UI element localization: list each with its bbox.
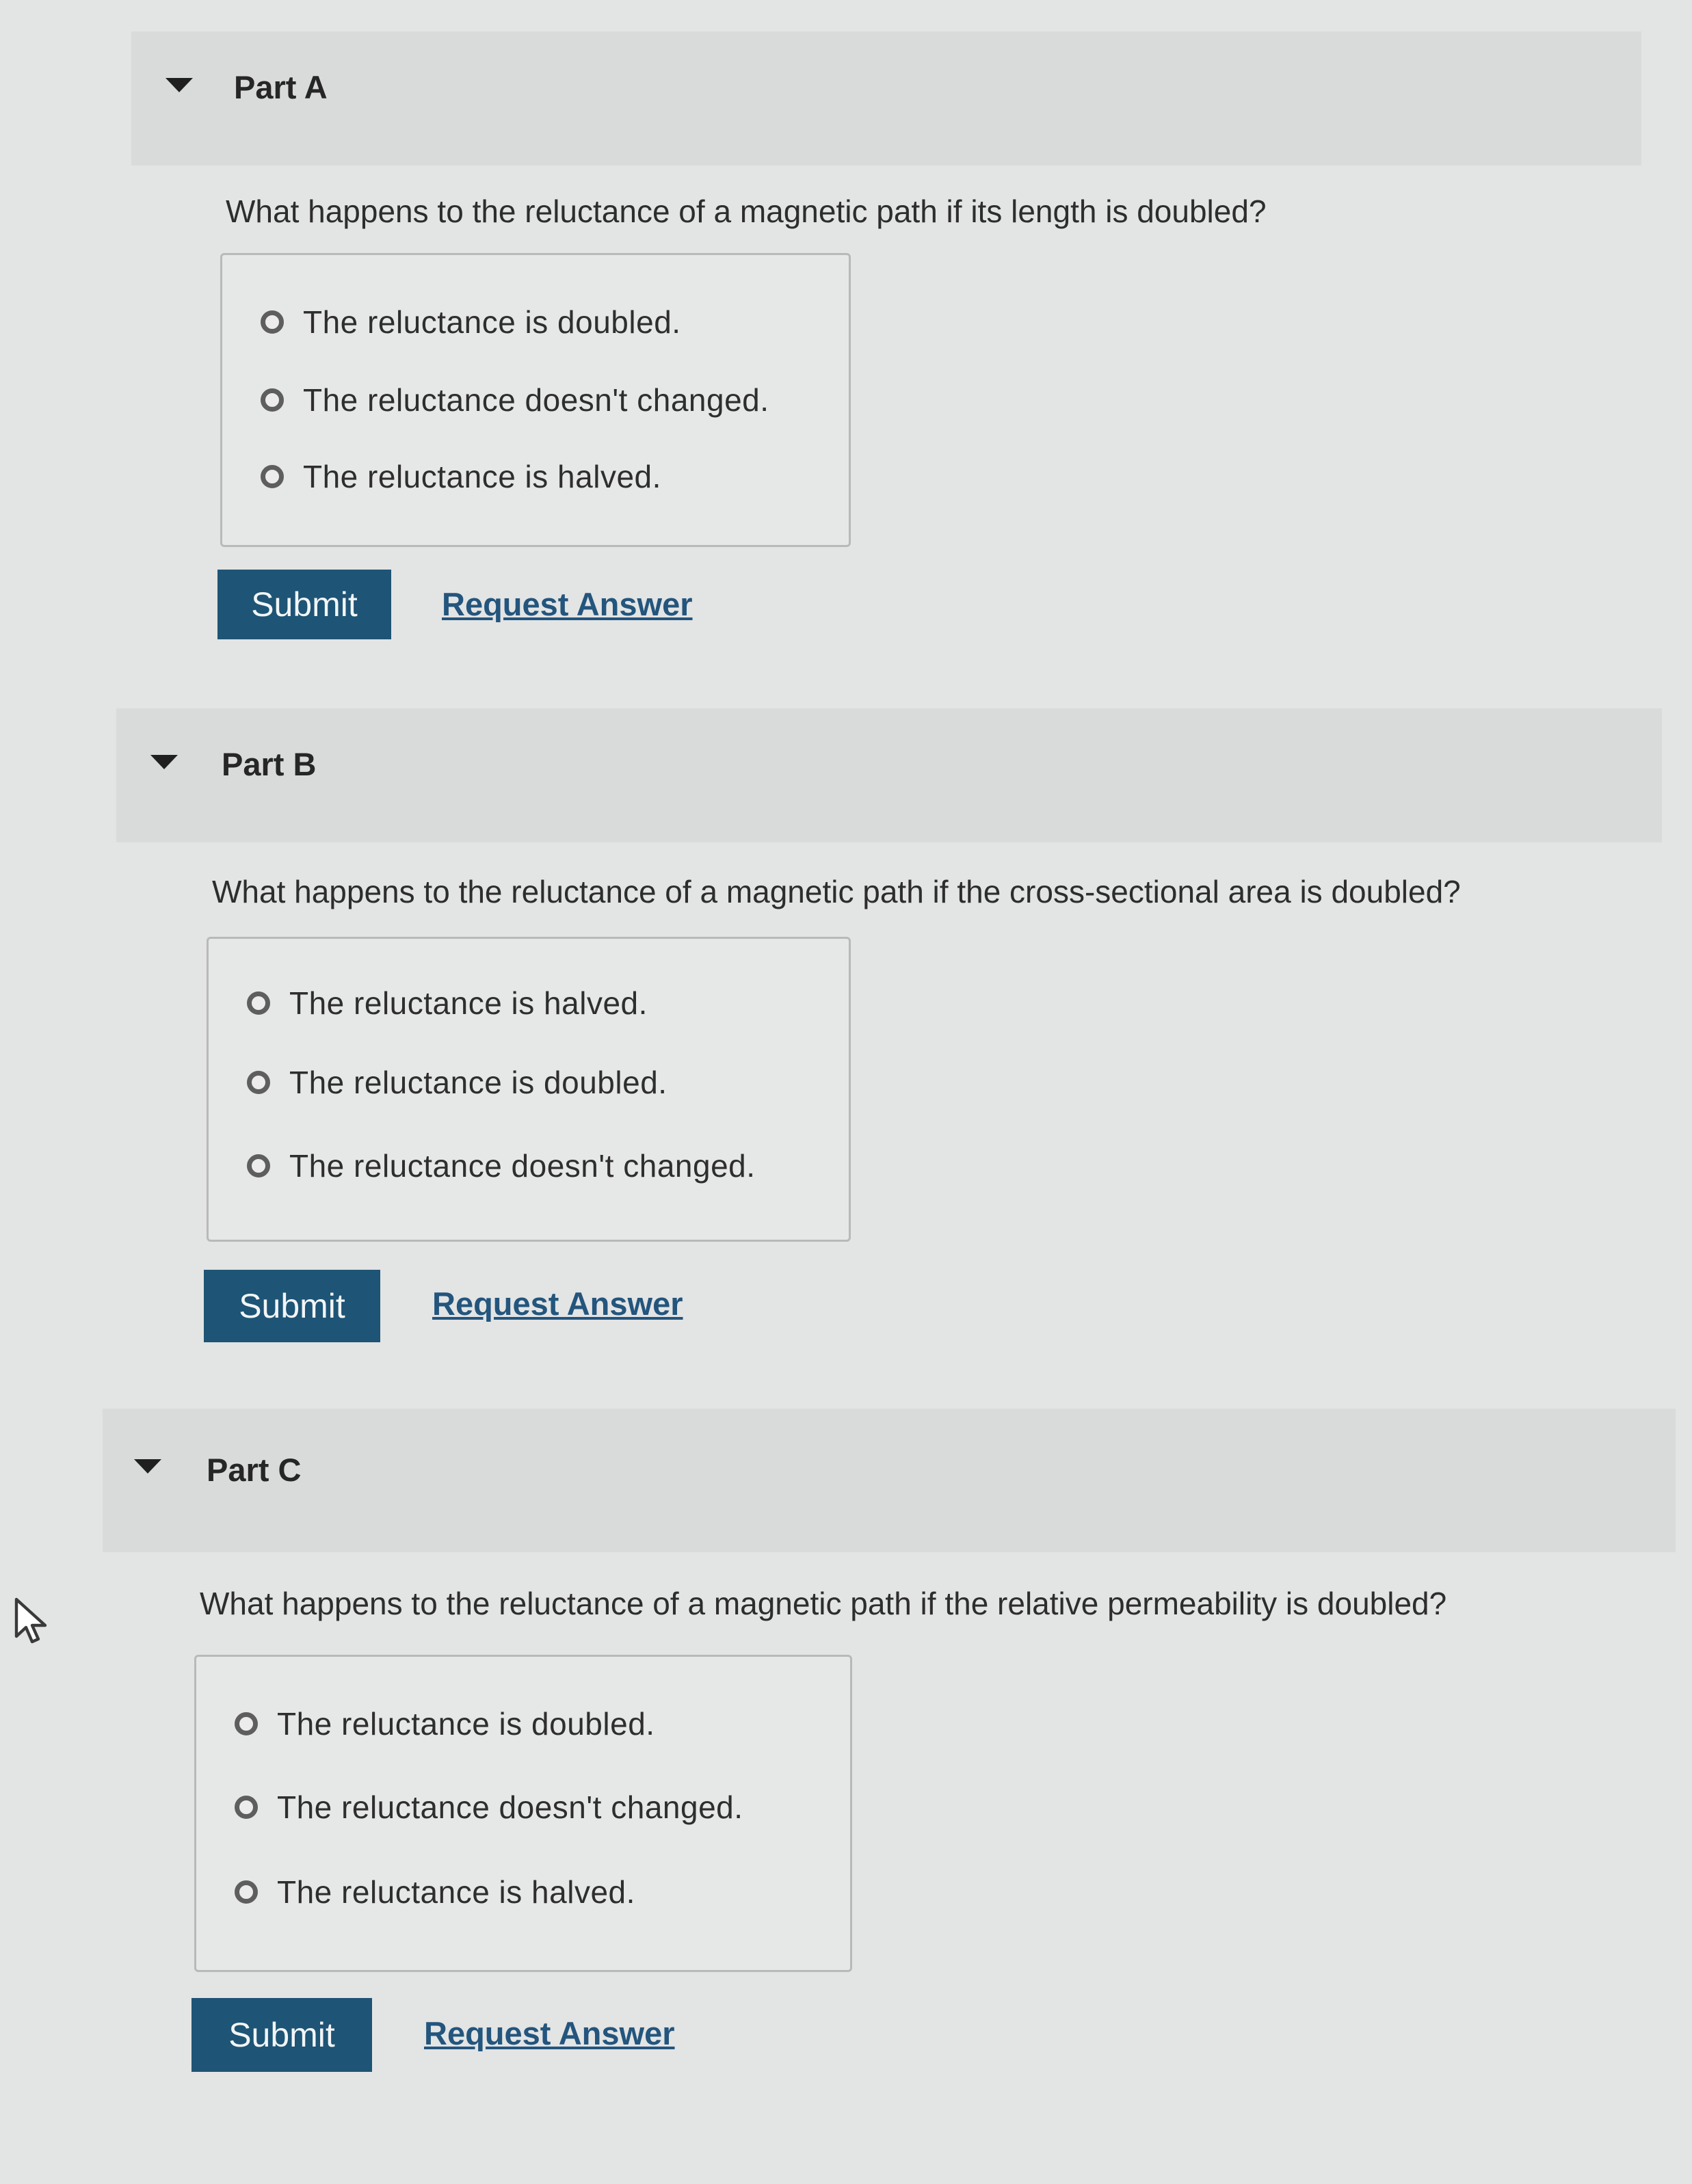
- answer-option-label: The reluctance doesn't changed.: [277, 1789, 743, 1825]
- radio-unselected-icon[interactable]: [247, 1071, 270, 1094]
- answer-option[interactable]: [247, 1062, 667, 1103]
- answer-option[interactable]: [247, 1145, 756, 1186]
- caret-down-icon[interactable]: [166, 78, 193, 92]
- radio-unselected-icon[interactable]: [261, 465, 284, 488]
- part-title: Part A: [234, 69, 328, 105]
- request-answer-link[interactable]: Request Answer: [424, 2015, 675, 2051]
- answer-option-label: The reluctance is halved.: [303, 459, 661, 494]
- part-title: Part B: [222, 746, 317, 782]
- question-text: What happens to the reluctance of a magnetic path if the relative permeability is doubled?: [200, 1586, 1447, 1621]
- request-answer-link[interactable]: Request Answer: [432, 1286, 683, 1322]
- radio-unselected-icon[interactable]: [261, 388, 284, 412]
- radio-unselected-icon[interactable]: [235, 1712, 258, 1735]
- question-text: What happens to the reluctance of a magnetic path if its length is doubled?: [226, 194, 1267, 229]
- answer-option[interactable]: [261, 456, 661, 497]
- answer-options: [207, 937, 851, 1242]
- answer-option[interactable]: [235, 1787, 743, 1828]
- radio-unselected-icon[interactable]: [235, 1880, 258, 1904]
- answer-option-label: The reluctance is doubled.: [303, 304, 681, 340]
- radio-unselected-icon[interactable]: [247, 1154, 270, 1177]
- mouse-pointer-icon: [12, 1597, 51, 1646]
- part-a-header[interactable]: [131, 31, 1641, 165]
- answer-option[interactable]: [235, 1703, 655, 1744]
- answer-option-label: The reluctance doesn't changed.: [289, 1148, 756, 1184]
- answer-option-label: The reluctance is halved.: [277, 1874, 635, 1910]
- submit-button[interactable]: Submit: [191, 1998, 372, 2072]
- request-answer-link[interactable]: Request Answer: [442, 586, 693, 622]
- part-b-header[interactable]: [116, 708, 1662, 842]
- answer-option-label: The reluctance is halved.: [289, 985, 648, 1021]
- radio-unselected-icon[interactable]: [235, 1796, 258, 1819]
- answer-option-label: The reluctance is doubled.: [289, 1065, 667, 1100]
- answer-option[interactable]: [247, 983, 648, 1024]
- answer-option-label: The reluctance is doubled.: [277, 1706, 655, 1742]
- radio-unselected-icon[interactable]: [261, 310, 284, 334]
- radio-unselected-icon[interactable]: [247, 991, 270, 1015]
- question-text: What happens to the reluctance of a magnetic path if the cross-sectional area is doubled?: [212, 874, 1461, 909]
- caret-down-icon[interactable]: [150, 755, 178, 769]
- submit-button[interactable]: Submit: [204, 1270, 380, 1342]
- submit-button[interactable]: Submit: [217, 570, 391, 639]
- answer-option[interactable]: [261, 379, 769, 421]
- caret-down-icon[interactable]: [134, 1459, 161, 1474]
- answer-options: [194, 1655, 852, 1972]
- answer-option[interactable]: [235, 1872, 635, 1913]
- answer-options: [220, 253, 851, 547]
- answer-option[interactable]: [261, 302, 681, 343]
- part-c-header[interactable]: [103, 1409, 1676, 1552]
- answer-option-label: The reluctance doesn't changed.: [303, 382, 769, 418]
- part-title: Part C: [207, 1452, 302, 1488]
